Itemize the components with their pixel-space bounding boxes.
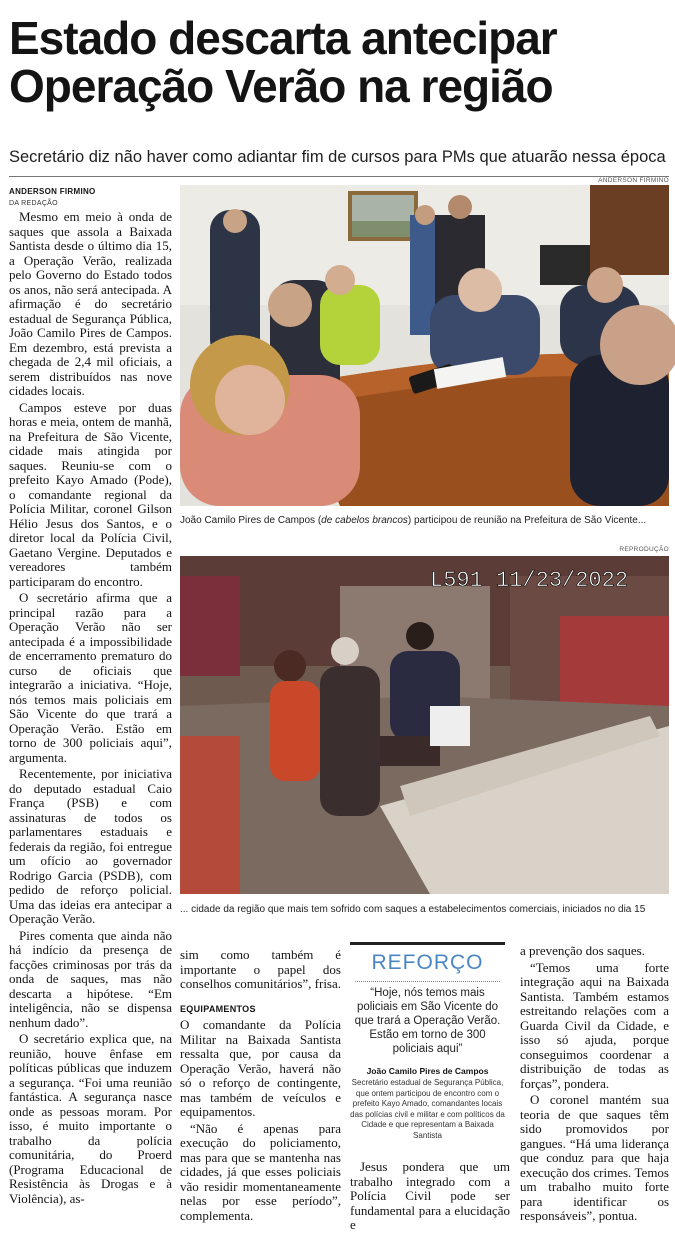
photo-caption xyxy=(180,514,669,527)
photo-credit: REPRODUÇÃO xyxy=(619,546,669,553)
photo-credit: ANDERSON FIRMINO xyxy=(598,177,669,184)
byline-author: ANDERSON FIRMINO xyxy=(9,187,96,196)
pull-quote-name: João Camilo Pires de Campos xyxy=(366,1066,489,1076)
dotted-divider xyxy=(355,981,500,982)
section-subhead: EQUIPAMENTOS xyxy=(180,1003,256,1014)
article-column-4 xyxy=(520,943,669,1223)
caption-emphasis: de cabelos brancos xyxy=(321,515,408,526)
pull-quote-title: REFORÇO xyxy=(371,951,484,974)
paragraph: “Não é apenas para execução do policiamento, mas para que se mantenha nas cidades, já que esses policiais vão residir momentaneamente nelas por esse período”, complementa. xyxy=(180,1120,341,1223)
paragraph: O secretário explica que, na reunião, houve ênfase em políticas públicas que induzem a segurança. “Foi uma reunião fantástica. A segurança nasce onde as pessoas moram. Por isso, é muito importante o trabalho da polícia comunitária, do Proerd (Programa Educacional de Resistência às Drogas e à Violência), as- xyxy=(9,1031,172,1206)
headline-line-1: Estado descarta antecipar xyxy=(9,12,557,64)
pull-quote-box xyxy=(350,942,505,1141)
paragraph: Recentemente, por iniciativa do deputado estadual Caio França (PSB) e com assinaturas de todos os parlamentares estaduais e federais da região, foi entregue um ofício ao governador Rodrigo Garcia (PSDB), com pedido de reforço policial. Uma das ideias era antecipar a Operação Verão. xyxy=(9,766,172,926)
pull-quote-rule xyxy=(350,942,505,945)
paragraph: “Temos uma forte integração aqui na Baixada Santista. Também estamos estreitando relações com a Guarda Civil da Cidade, e isso só ajuda, porque conseguimos coordenar a distribuição de todas as forças”, pondera. xyxy=(520,959,669,1091)
paragraph: O coronel mantém sua teoria de que saques têm sido promovidos por gangues. “Há uma liderança que conduz para que haja execução dos crimes. Temos um trabalho muito forte para identificar os responsáveis”, pontua. xyxy=(520,1092,669,1223)
article-column-3-bottom xyxy=(350,1159,510,1232)
headline-line-2: Operação Verão na região xyxy=(9,60,553,112)
headline xyxy=(9,14,669,110)
deck: Secretário diz não haver como adiantar fim de cursos para PMs que atuarão nessa época xyxy=(9,148,666,166)
paragraph: Jesus pondera que um trabalho integrado com a Polícia Civil pode ser fundamental para a elucidação e xyxy=(350,1159,510,1232)
article-column-2 xyxy=(180,947,342,1223)
meeting-photo xyxy=(180,185,669,506)
paragraph: Pires comenta que ainda não há indício da presença de facções criminosas por trás da onda de saques, mas não descarta a hipótese. “Em inteligência, não se dispensa nenhum dado”. xyxy=(9,927,172,1030)
pull-quote-description: Secretário estadual de Segurança Pública, que ontem participou de encontro com o prefeito Kayo Amado, comandantes locais das polícias civil e militar e com políticos da Cidade e que representam a Baixada Santista xyxy=(350,1078,505,1140)
article-column-1 xyxy=(9,210,172,1220)
paragraph: O comandante da Polícia Militar na Baixada Santista ressalta que, por causa da Operação Verão, haverá não só o reforço de contingente, mas também de veículos e equipamentos. xyxy=(180,1017,341,1119)
photo-caption: ... cidade da região que mais tem sofrido com saques a estabelecimentos comerciais, iniciados no dia 15 xyxy=(180,904,646,915)
pull-quote-text: “Hoje, nós temos mais policiais em São Vicente do que trará a Operação Verão. Estão em torno de 300 policiais aqui” xyxy=(354,987,501,1055)
paragraph: O secretário afirma que a principal razão para a Operação Verão não ser antecipada é a impossibilidade de encerramento prematuro do curso de oficiais que integrarão a iniciativa. “Hoje, nós temos mais policiais em São Vicente do que trará a Operação Verão. Estão em torno de 300 policiais aqui”, argumenta. xyxy=(9,590,172,765)
caption-text: ) participou de reunião na Prefeitura de São Vicente... xyxy=(407,515,647,526)
byline-desk: DA REDAÇÃO xyxy=(9,200,58,207)
paragraph: sim como também é importante o papel dos conselhos comunitários”, frisa. xyxy=(180,947,342,991)
paragraph: Mesmo em meio à onda de saques que assola a Baixada Santista desde o último dia 15, a Operação Verão, realizada pelo Governo do Estado todos os anos, não será antecipada. A afirmação é do secretário estadual de Segurança Pública, João Camilo Pires de Campos. Em dezembro, está prevista a chegada de 2,4 mil oficiais, a serem distribuídos nas nove cidades locais. xyxy=(9,209,172,398)
caption-text: João Camilo Pires de Campos ( xyxy=(180,515,322,526)
paragraph: a prevenção dos saques. xyxy=(520,943,645,958)
cctv-timestamp: L591 11/23/2022 xyxy=(430,568,629,593)
paragraph: Campos esteve por duas horas e meia, ontem de manhã, na Prefeitura de São Vicente, cidade mais atingida por saques. Reuniu-se com o prefeito Kayo Amado (Pode), o comandante regional da Polícia Militar, coronel Gilson Hélio Jesus dos Santos, e o diretor local da Polícia Civil, Gaetano Vergine. Deputados e vereadores também participaram do encontro. xyxy=(9,399,172,589)
cctv-photo xyxy=(180,556,669,894)
